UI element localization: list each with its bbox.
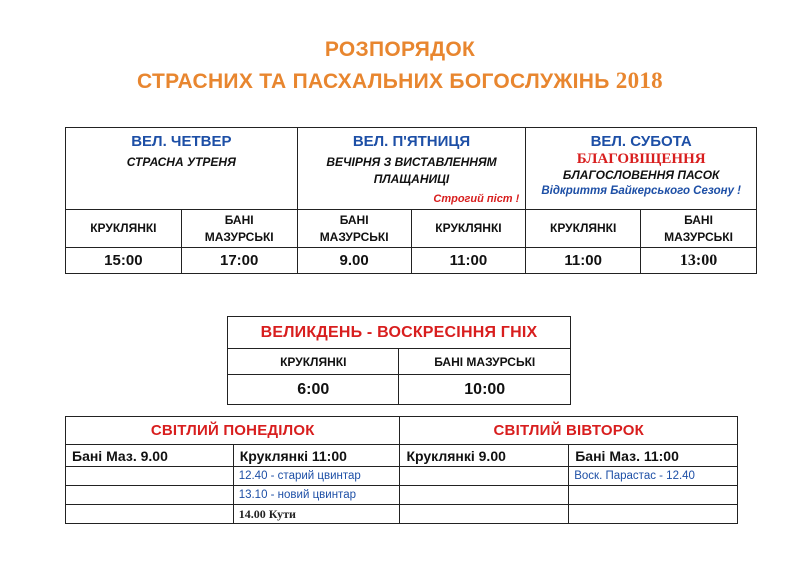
friday-place-1: БАНІ МАЗУРСЬКІ	[297, 210, 411, 248]
holy-week-table	[65, 127, 757, 274]
saturday-place-1: КРУКЛЯНКІ	[526, 210, 641, 248]
holy-friday-cell	[297, 128, 526, 210]
holy-thursday-name: ВЕЛ. ЧЕТВЕР	[131, 133, 232, 150]
easter-table	[227, 316, 571, 405]
tuesday-parastas: Воск. Парастас - 12.40	[569, 467, 738, 486]
table-cell-empty	[569, 486, 738, 505]
thursday-time-2: 17:00	[181, 248, 297, 274]
easter-time-2: 10:00	[399, 375, 571, 405]
table-cell-empty	[66, 467, 234, 486]
holy-thursday-cell	[66, 128, 298, 210]
table-cell-empty	[400, 505, 569, 524]
table-cell-empty	[400, 467, 569, 486]
holy-saturday-feast: БЛАГОВІЩЕННЯ	[576, 151, 706, 167]
title-year: 2018	[615, 68, 663, 93]
holy-saturday-note: Відкриття Байкерського Сезону !	[541, 185, 741, 197]
bright-tuesday-title: СВІТЛИЙ ВІВТОРОК	[400, 417, 738, 445]
table-cell-empty	[400, 486, 569, 505]
holy-saturday-cell	[526, 128, 757, 210]
holy-saturday-name: ВЕЛ. СУБОТА	[590, 133, 692, 150]
tuesday-service-2: Бані Маз. 11:00	[569, 445, 738, 467]
tuesday-service-1: Круклянкі 9.00	[400, 445, 569, 467]
monday-new-cemetery: 13.10 - новий цвинтар	[233, 486, 400, 505]
bright-monday-title: СВІТЛИЙ ПОНЕДІЛОК	[66, 417, 400, 445]
easter-place-2: БАНІ МАЗУРСЬКІ	[399, 349, 571, 375]
bright-week-table	[65, 416, 738, 524]
saturday-time-1: 11:00	[526, 248, 641, 274]
page-title-line2	[0, 68, 800, 94]
thursday-place-2: БАНІ МАЗУРСЬКІ	[181, 210, 297, 248]
easter-time-1: 6:00	[228, 375, 399, 405]
holy-friday-service: ВЕЧІРНЯ З ВИСТАВЛЕННЯМ ПЛАЩАНИЦІ	[326, 155, 497, 186]
table-cell-empty	[66, 505, 234, 524]
saturday-place-2: БАНІ МАЗУРСЬКІ	[641, 210, 757, 248]
thursday-time-1: 15:00	[66, 248, 182, 274]
page-title-line1: РОЗПОРЯДОК	[324, 38, 476, 61]
thursday-place-1: КРУКЛЯНКІ	[66, 210, 182, 248]
holy-friday-name: ВЕЛ. П'ЯТНИЦЯ	[352, 133, 471, 150]
monday-old-cemetery: 12.40 - старий цвинтар	[233, 467, 400, 486]
monday-kuty: 14.00 Кути	[233, 505, 400, 524]
friday-time-2: 11:00	[411, 248, 526, 274]
table-cell-empty	[569, 505, 738, 524]
friday-place-2: КРУКЛЯНКІ	[411, 210, 526, 248]
holy-thursday-service: СТРАСНА УТРЕНЯ	[126, 155, 236, 169]
table-cell-empty	[66, 486, 234, 505]
easter-title: ВЕЛИКДЕНЬ - ВОСКРЕСІННЯ ГНІХ	[228, 317, 571, 349]
holy-friday-note: Строгий піст !	[433, 193, 520, 205]
monday-service-2: Круклянкі 11:00	[233, 445, 400, 467]
easter-place-1: КРУКЛЯНКІ	[228, 349, 399, 375]
title-text: СТРАСНИХ ТА ПАСХАЛЬНИХ БОГОСЛУЖІНЬ	[137, 70, 610, 93]
friday-time-1: 9.00	[297, 248, 411, 274]
saturday-time-2: 13:00	[641, 248, 757, 274]
holy-saturday-service: БЛАГОСЛОВЕННЯ ПАСОК	[562, 168, 720, 182]
monday-service-1: Бані Маз. 9.00	[66, 445, 234, 467]
